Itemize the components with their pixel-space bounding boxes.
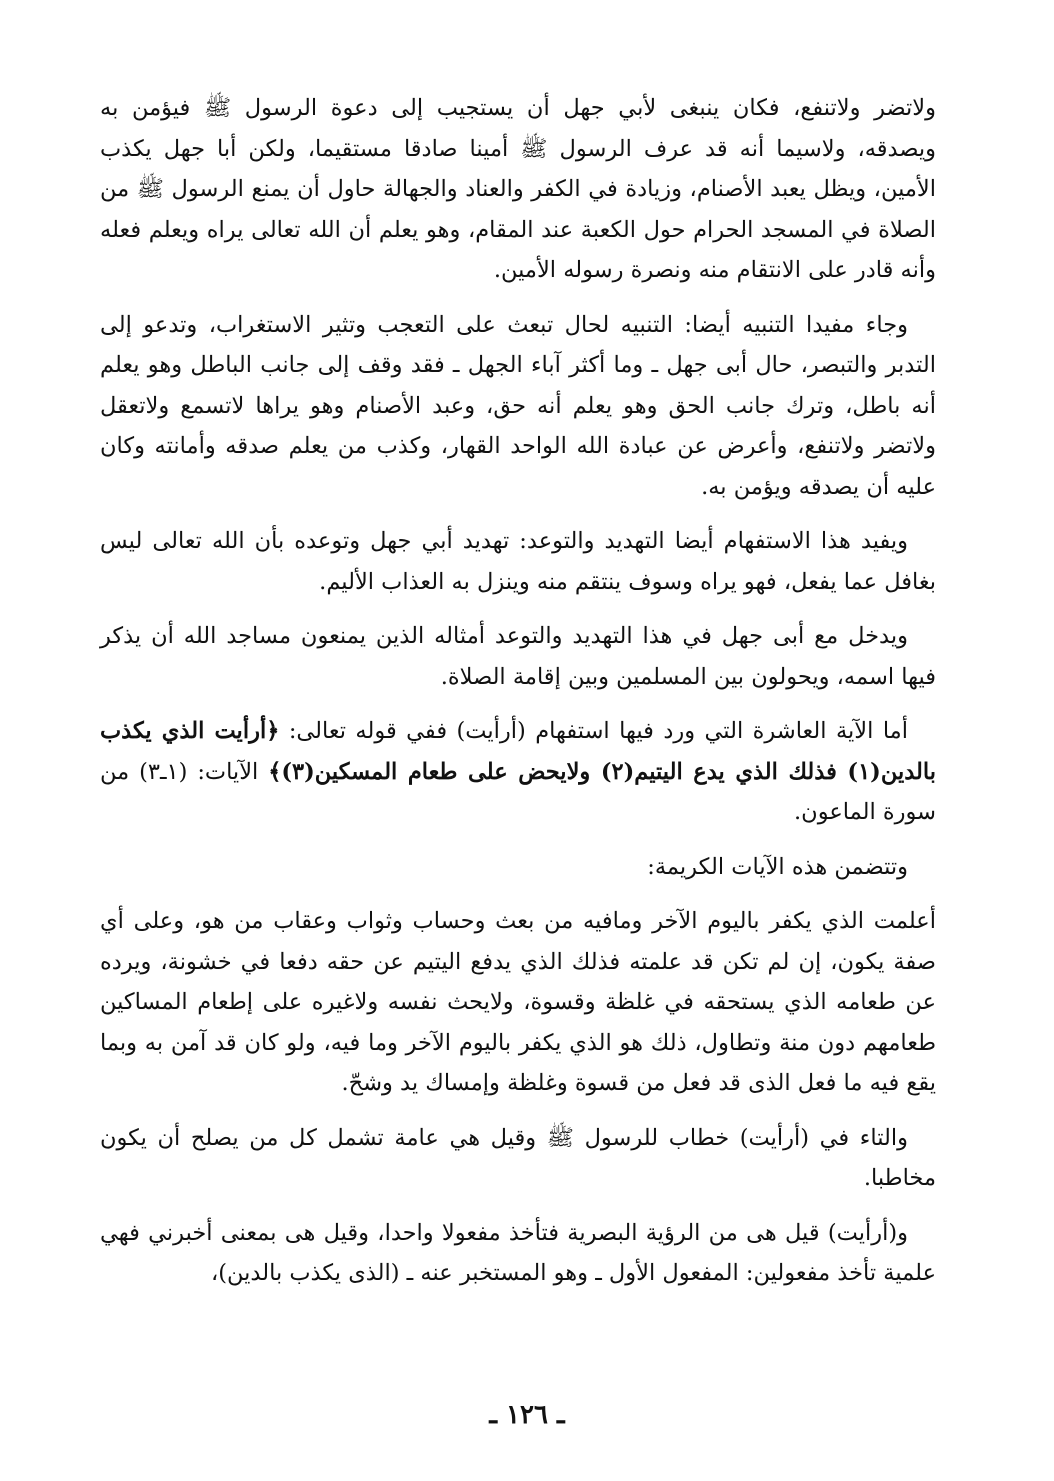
ayah-reference: الآيات: (١ـ٣) من سورة الماعون. (100, 758, 936, 825)
intro-line: وتتضمن هذه الآيات الكريمة: (647, 853, 908, 880)
quran-verse: ﴿أرأيت الذي يكذب بالدين(١) فذلك الذي يدع اليتيم(٢) ولايحض على طعام المسكين(٣)﴾ (100, 718, 936, 785)
page-body (100, 88, 936, 1294)
paragraph-6: والتاء في (أرأيت) خطاب للرسول ﷺ وقيل هي عامة تشمل كل من يصلح أن يكون مخاطبا. (100, 1124, 936, 1191)
paragraph-4: ويدخل مع أبى جهل في هذا التهديد والتوعد أمثاله الذين يمنعون مساجد الله أن يذكر فيها اسمه، ويحولون بين المسلمين وبين إقامة الصلاة. (100, 623, 936, 690)
paragraph-3: ويفيد هذا الاستفهام أيضا التهديد والتوعد: تهديد أبي جهل وتوعده بأن الله تعالى ليس بغافل عما يفعل، فهو يراه وسوف ينتقم منه وينزل به العذاب الأليم. (100, 528, 936, 595)
ayah-intro-text: أما الآية العاشرة التي ورد فيها استفهام (أرأيت) ففي قوله تعالى: (279, 718, 908, 744)
paragraph-2: وجاء مفيدا التنبيه أيضا: التنبيه لحال تبعث على التعجب وتثير الاستغراب، وتدعو إلى التدبر والتبصر، حال أبى جهل ـ وما أكثر آباء الجهل ـ فقد وقف إلى جانب الباطل وهو يعلم أنه باطل، وترك جانب الحق وهو يعلم أنه حق، وعبد الأصنام وهو يراها لاتسمع ولاتعقل ولاتضر ولاتنفع، وأعرض عن عبادة الله الواحد القهار، وكذب من يعلم صدقه وأمانته وكان عليه أن يصدقه ويؤمن به. (100, 311, 936, 500)
paragraph-7: و(أرأيت) قيل هى من الرؤية البصرية فتأخذ مفعولا واحدا، وقيل هى بمعنى أخبرني فهي علمية تأخذ مفعولين: المفعول الأول ـ وهو المستخبر عنه ـ (الذى يكذب بالدين)، (100, 1219, 936, 1286)
ayah-paragraph (100, 711, 936, 833)
page-number: ـ ١٢٦ ـ (489, 1400, 565, 1430)
paragraph-1: ولاتضر ولاتنفع، فكان ينبغى لأبي جهل أن يستجيب إلى دعوة الرسول ﷺ فيؤمن به ويصدقه، ولاسيما أنه قد عرف الرسول ﷺ أمينا صادقا مستقيما، ولكن أبا جهل يكذب الأمين، ويظل يعبد الأصنام، وزيادة في الكفر والعناد والجهالة حاول أن يمنع الرسول ﷺ من الصلاة في المسجد الحرام حول الكعبة عند المقام، وهو يعلم أن الله تعالى يراه ويعلم فعله وأنه قادر على الانتقام منه ونصرة رسوله الأمين. (100, 95, 936, 283)
paragraph-5: أعلمت الذي يكفر باليوم الآخر ومافيه من بعث وحساب وثواب وعقاب من هو، وعلى أي صفة يكون، إن لم تكن قد علمته فذلك الذي يدفع اليتيم عن حقه دفعا في خشونة، ويرده عن طعامه الذي يستحقه في غلظة وقسوة، ولايحث نفسه ولاغيره على إطعام المساكين طعامهم دون منة وتطاول، ذلك هو الذي يكفر باليوم الآخر وما فيه، ولو كان قد آمن به وبما يقع فيه ما فعل الذى قد فعل من قسوة وغلظة وإمساك يد وشحّ. (100, 908, 936, 1096)
